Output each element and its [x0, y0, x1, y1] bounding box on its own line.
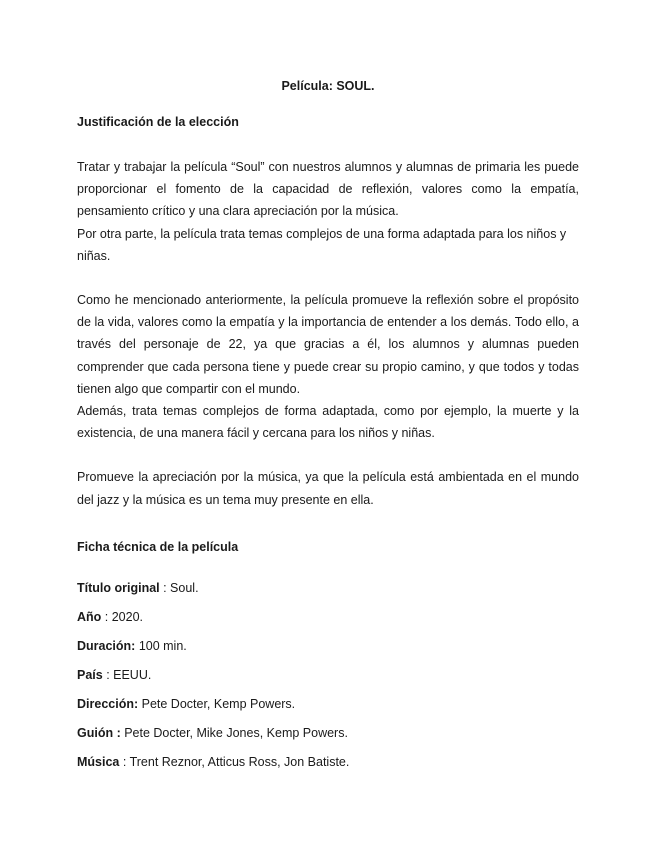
tech-label: Año [77, 609, 102, 624]
justification-paragraph-2: Por otra parte, la película trata temas complejos de una forma adaptada para los niños y niñas. [77, 226, 567, 263]
tech-label: Guión : [77, 725, 121, 740]
justification-heading: Justificación de la elección [77, 115, 239, 129]
tech-label: Duración: [77, 638, 136, 653]
justification-paragraph-3: Como he mencionado anteriormente, la película promueve la reflexión sobre el propósito de la vida, valores como la empatía y la importancia de entender a los demás. Todo ello, a través del personaje de 22, ya que gracias a él, los alumnos y alumnas pueden comprender que cada persona tiene y puede crear su propio camino, y que todos y todas tienen algo que compartir con el mundo. [77, 293, 579, 396]
tech-label: País [77, 667, 103, 682]
tech-value: : Trent Reznor, Atticus Ross, Jon Batiste. [119, 754, 350, 769]
tech-value: : Soul. [159, 580, 199, 595]
tech-label: Dirección: [77, 696, 139, 711]
tech-row-direction [77, 696, 579, 712]
tech-row-year [77, 609, 579, 625]
tech-row-country [77, 667, 579, 683]
tech-value: 100 min. [135, 638, 187, 653]
tech-value: Pete Docter, Kemp Powers. [138, 696, 296, 711]
tech-row-original-title [77, 580, 579, 596]
tech-label: Título original [77, 580, 160, 595]
tech-value: : 2020. [101, 609, 144, 624]
tech-label: Música [77, 754, 120, 769]
page-title: Película: SOUL. [281, 79, 375, 93]
tech-row-music [77, 754, 579, 770]
justification-paragraph-1: Tratar y trabajar la película “Soul” con nuestros alumnos y alumnas de primaria les puede proporcionar el fomento de la capacidad de reflexión, valores como la empatía, pensamiento crítico y una clara apreciación por la música. [77, 160, 579, 219]
justification-paragraph-5: Promueve la apreciación por la música, ya que la película está ambientada en el mundo del jazz y la música es un tema muy presente en ella. [77, 470, 579, 507]
justification-paragraph-4: Además, trata temas complejos de forma adaptada, como por ejemplo, la muerte y la existencia, de una manera fácil y cercana para los niños y niñas. [77, 404, 579, 441]
technical-sheet-heading: Ficha técnica de la película [77, 539, 239, 554]
tech-value: : EEUU. [102, 667, 152, 682]
tech-row-script [77, 725, 579, 741]
tech-row-duration [77, 638, 579, 654]
tech-value: Pete Docter, Mike Jones, Kemp Powers. [120, 725, 348, 740]
